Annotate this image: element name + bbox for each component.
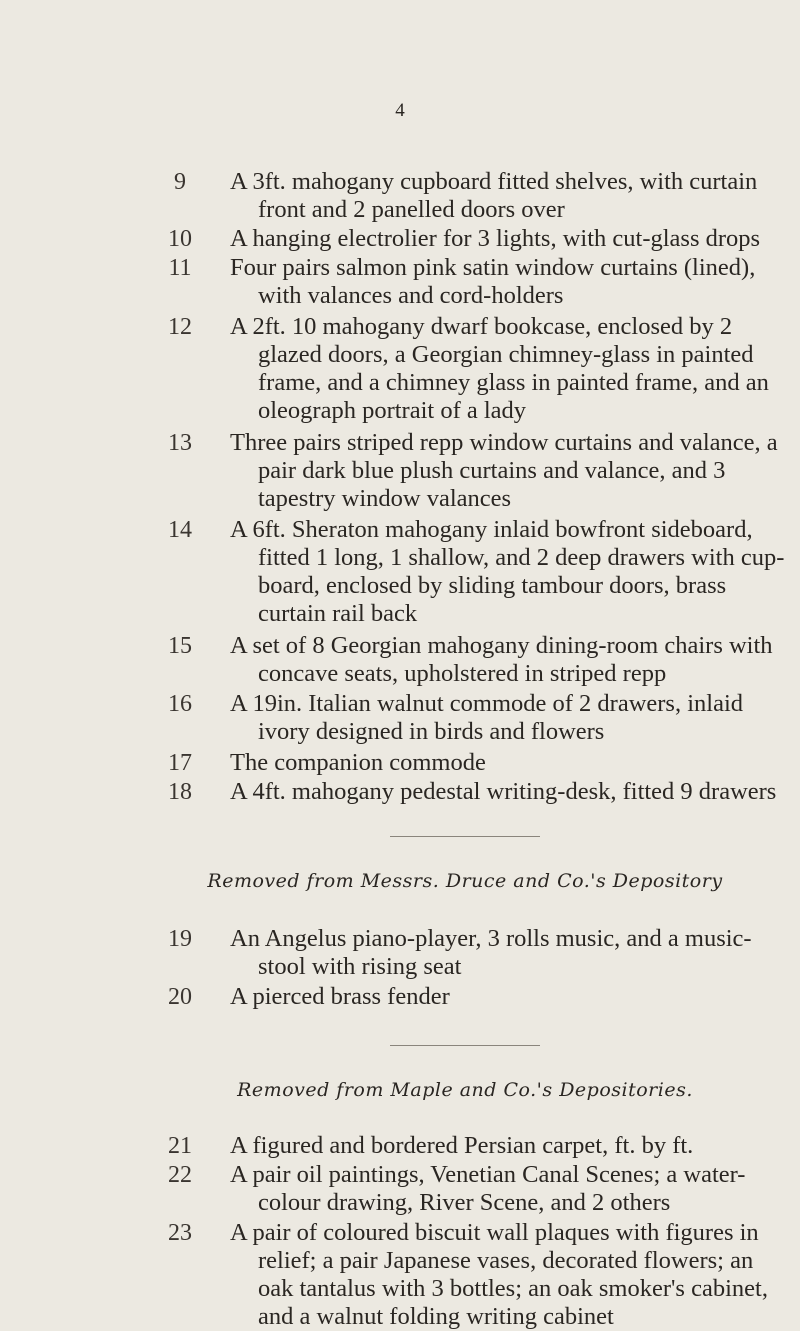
lot-number: 20 <box>168 984 192 1010</box>
lot-number: 17 <box>168 750 192 776</box>
lot-description: A figured and bordered Persian carpet, ft. by ft. <box>230 1132 694 1159</box>
section-heading: Removed from Maple and Co.'s Depositories. <box>237 1079 693 1101</box>
lot-description: A pair oil paintings, Venetian Canal Scenes; a water-colour drawing, River Scene, and 2 others <box>230 1161 746 1216</box>
lot-number: 23 <box>168 1220 192 1246</box>
lot-description: The companion commode <box>230 749 486 776</box>
lot-number: 15 <box>168 633 192 659</box>
lot-number: 19 <box>168 926 192 952</box>
section-heading: Removed from Messrs. Druce and Co.'s Depository <box>207 870 723 892</box>
lot-number: 12 <box>168 314 192 340</box>
lot-description: An Angelus piano-player, 3 rolls music, and a music-stool with rising seat <box>230 925 752 980</box>
lot-description: A hanging electrolier for 3 lights, with cut-glass drops <box>230 225 761 252</box>
divider <box>390 836 540 837</box>
divider <box>390 1045 540 1046</box>
page-number: 4 <box>395 100 405 121</box>
lot-number: 13 <box>168 430 192 456</box>
lot-number: 21 <box>168 1133 192 1159</box>
lot-description: Four pairs salmon pink satin window curtains (lined), with valances and cord-holders <box>230 254 756 309</box>
lot-number: 14 <box>168 517 192 543</box>
lot-number: 16 <box>168 691 192 717</box>
lot-description: A 4ft. mahogany pedestal writing-desk, fitted 9 drawers <box>230 778 777 805</box>
lot-description: A set of 8 Georgian mahogany dining-room chairs with concave seats, upholstered in striped repp <box>230 632 773 687</box>
lot-number: 10 <box>168 226 192 252</box>
lot-description: A 6ft. Sheraton mahogany inlaid bowfront sideboard, fitted 1 long, 1 shallow, and 2 deep drawers with cup-board, enclosed by sliding tambour doors, brass curtain rail back <box>230 516 785 627</box>
lot-description: A pair of coloured biscuit wall plaques with figures in relief; a pair Japanese vases, decorated flowers; an oak tantalus with 3 bottles; an oak smoker's cabinet, and a walnut folding writing cabinet <box>230 1219 768 1330</box>
lot-description: A 2ft. 10 mahogany dwarf bookcase, enclosed by 2 glazed doors, a Georgian chimney-glass in painted frame, and a chimney glass in painted frame, and an oleograph portrait of a lady <box>230 313 769 424</box>
lot-number: 22 <box>168 1162 192 1188</box>
lot-number: 18 <box>168 779 192 805</box>
lot-description: Three pairs striped repp window curtains and valance, a pair dark blue plush curtains and valance, and 3 tapestry window valances <box>230 429 778 512</box>
lot-number: 11 <box>168 255 192 281</box>
lot-description: A 3ft. mahogany cupboard fitted shelves, with curtain front and 2 panelled doors over <box>230 168 758 223</box>
lot-number: 9 <box>174 169 186 195</box>
lot-description: A pierced brass fender <box>230 983 450 1010</box>
lot-description: A 19in. Italian walnut commode of 2 drawers, inlaid ivory designed in birds and flowers <box>230 690 744 745</box>
